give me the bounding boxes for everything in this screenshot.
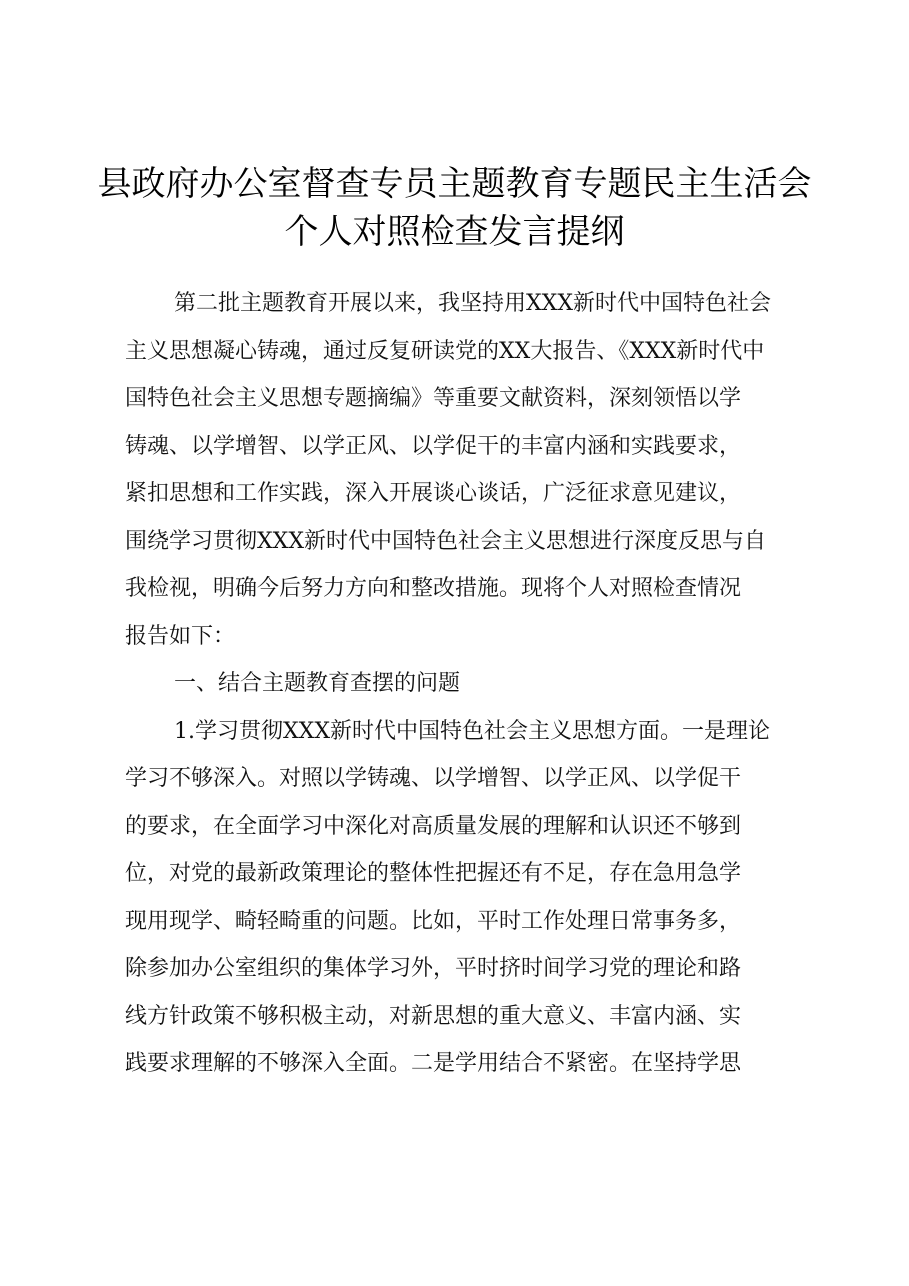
paragraph-line: 铸魂、以学增智、以学正风、以学促干的丰富内涵和实践要求， bbox=[125, 433, 742, 459]
paragraph-line: 1.学习贯彻XXX新时代中国特色社会主义思想方面。一是理论 bbox=[174, 718, 770, 744]
document-title bbox=[0, 160, 909, 256]
paragraph-line: 践要求理解的不够深入全面。二是学用结合不紧密。在坚持学思 bbox=[125, 1051, 742, 1076]
paragraph-line: 围绕学习贯彻XXX新时代中国特色社会主义思想进行深度反思与自 bbox=[125, 528, 766, 554]
paragraph-line: 线方针政策不够积极主动，对新思想的重大意义、丰富内涵、实 bbox=[125, 1003, 742, 1029]
paragraph-line: 现用现学、畸轻畸重的问题。比如，平时工作处理日常事务多， bbox=[125, 908, 742, 934]
paragraph-line: 主义思想凝心铸魂，通过反复研读党的XX大报告、《XXX新时代中 bbox=[125, 338, 765, 364]
section-heading: 一、结合主题教育查摆的问题 bbox=[174, 671, 461, 696]
point-paragraph bbox=[125, 708, 815, 1088]
title-line-1: 县政府办公室督查专员主题教育专题民主生活会 bbox=[97, 164, 812, 204]
paragraph-line: 我检视，明确今后努力方向和整改措施。现将个人对照检查情况 bbox=[125, 576, 742, 601]
intro-paragraph bbox=[125, 280, 815, 660]
paragraph-line: 第二批主题教育开展以来，我坚持用XXX新时代中国特色社会 bbox=[174, 291, 771, 316]
paragraph-line: 紧扣思想和工作实践，深入开展谈心谈话，广泛征求意见建议， bbox=[125, 481, 742, 506]
paragraph-line: 除参加办公室组织的集体学习外，平时挤时间学习党的理论和路 bbox=[125, 956, 742, 981]
paragraph-line: 报告如下： bbox=[125, 623, 236, 649]
document-body bbox=[125, 280, 815, 1088]
paragraph-line: 的要求，在全面学习中深化对高质量发展的理解和认识还不够到 bbox=[125, 813, 742, 839]
paragraph-line: 位，对党的最新政策理论的整体性把握还有不足，存在急用急学 bbox=[125, 861, 742, 886]
title-line-2: 个人对照检查发言提纲 bbox=[284, 212, 625, 252]
paragraph-line: 国特色社会主义思想专题摘编》等重要文献资料，深刻领悟以学 bbox=[125, 386, 742, 411]
paragraph-line: 学习不够深入。对照以学铸魂、以学增智、以学正风、以学促干 bbox=[125, 766, 742, 791]
